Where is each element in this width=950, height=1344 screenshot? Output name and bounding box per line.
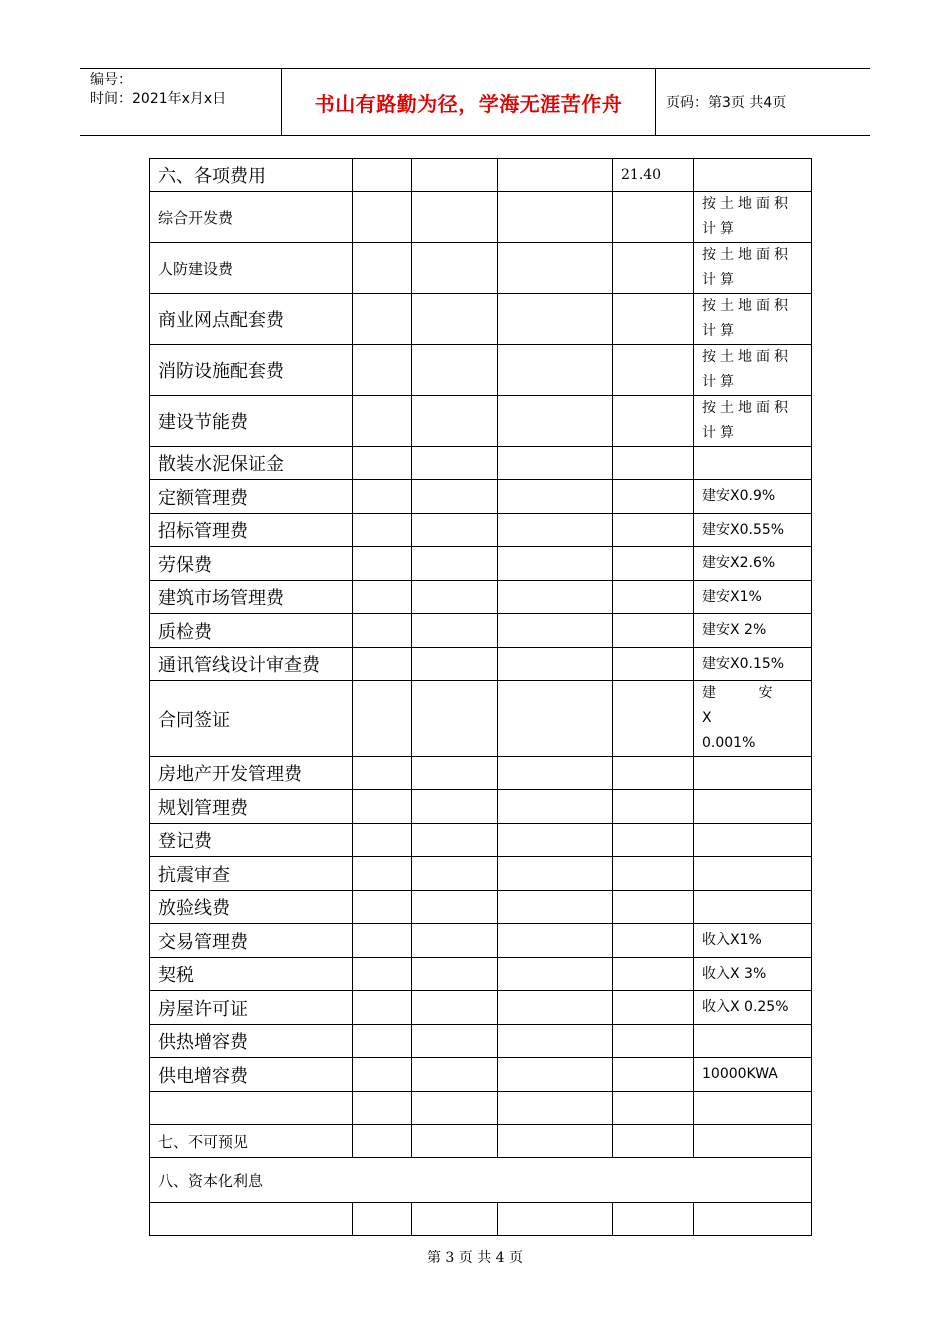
row-note: 建安X1% [694, 581, 812, 614]
row-note [694, 857, 812, 891]
row-name: 七、不可预见 [150, 1125, 353, 1158]
table-row [150, 547, 812, 581]
row-note: 按土地面积计算 [694, 396, 812, 447]
row-note: 按土地面积计算 [694, 294, 812, 345]
row-note [694, 757, 812, 790]
row-name: 商业网点配套费 [150, 294, 353, 345]
row-note: 建安X2.6% [694, 547, 812, 581]
row-name: 通讯管线设计审查费 [150, 648, 353, 681]
table-row [150, 159, 812, 192]
page-label: 页码：第3页 共4页 [666, 95, 787, 111]
row-name: 抗震审查 [150, 857, 353, 891]
row-note [694, 790, 812, 824]
table-row [150, 958, 812, 991]
table-row [150, 1025, 812, 1058]
page-footer: 第 3 页 共 4 页 [426, 1250, 524, 1266]
row-note: 建 安 X 0.001% [694, 681, 812, 757]
cost-table [149, 158, 812, 1236]
table-row [150, 345, 812, 396]
row-name: 定额管理费 [150, 480, 353, 514]
table-row [150, 1125, 812, 1158]
header-meta [80, 69, 282, 135]
table-row [150, 1203, 812, 1236]
row-note: 按土地面积计算 [694, 345, 812, 396]
table-row [150, 824, 812, 857]
table-row [150, 1092, 812, 1125]
row-note [694, 891, 812, 924]
motto: 书山有路勤为径，学海无涯苦作舟 [282, 69, 656, 135]
row-name: 六、各项费用 [150, 159, 353, 192]
row-name: 房屋许可证 [150, 991, 353, 1025]
row-name: 八、资本化利息 [150, 1158, 812, 1203]
table-row [150, 924, 812, 958]
row-name [150, 1092, 353, 1125]
row-note [694, 824, 812, 857]
row-note: 建安X0.9% [694, 480, 812, 514]
row-name: 供热增容费 [150, 1025, 353, 1058]
table-row [150, 514, 812, 547]
table-row [150, 396, 812, 447]
document-header [80, 68, 870, 136]
table-row [150, 790, 812, 824]
row-name: 建设节能费 [150, 396, 353, 447]
row-note: 收入X 0.25% [694, 991, 812, 1025]
row-note: 建安X0.15% [694, 648, 812, 681]
row-note: 10000KWA [694, 1058, 812, 1092]
row-name: 规划管理费 [150, 790, 353, 824]
table-row [150, 243, 812, 294]
row-name: 交易管理费 [150, 924, 353, 958]
row-note: 按土地面积计算 [694, 243, 812, 294]
row-note: 收入X 3% [694, 958, 812, 991]
row-name: 招标管理费 [150, 514, 353, 547]
table-row [150, 991, 812, 1025]
row-note: 建安X0.55% [694, 514, 812, 547]
row-name: 人防建设费 [150, 243, 353, 294]
table-row [150, 294, 812, 345]
row-name: 劳保费 [150, 547, 353, 581]
table-row [150, 648, 812, 681]
table-row [150, 614, 812, 648]
row-name: 放验线费 [150, 891, 353, 924]
table-row [150, 480, 812, 514]
table-row [150, 192, 812, 243]
table-row [150, 757, 812, 790]
row-note: 建安X 2% [694, 614, 812, 648]
row-name: 消防设施配套费 [150, 345, 353, 396]
row-note [694, 1025, 812, 1058]
row-name: 房地产开发管理费 [150, 757, 353, 790]
table-row [150, 581, 812, 614]
row-name: 建筑市场管理费 [150, 581, 353, 614]
table-row [150, 1058, 812, 1092]
row-note [694, 1125, 812, 1158]
row-value: 21.40 [613, 159, 694, 192]
table-row [150, 1158, 812, 1203]
code-label: 编号： [90, 72, 132, 88]
row-note [694, 1092, 812, 1125]
row-name: 契税 [150, 958, 353, 991]
table-row [150, 891, 812, 924]
row-name: 登记费 [150, 824, 353, 857]
row-note: 按土地面积计算 [694, 192, 812, 243]
row-name: 供电增容费 [150, 1058, 353, 1092]
table-row [150, 857, 812, 891]
row-name: 合同签证 [150, 681, 353, 757]
row-name: 散装水泥保证金 [150, 447, 353, 480]
time-label: 时间：2021年x月x日 [90, 91, 227, 107]
row-name: 质检费 [150, 614, 353, 648]
table-row [150, 447, 812, 480]
row-note [694, 447, 812, 480]
row-note: 收入X1% [694, 924, 812, 958]
row-name: 综合开发费 [150, 192, 353, 243]
table-row [150, 681, 812, 757]
